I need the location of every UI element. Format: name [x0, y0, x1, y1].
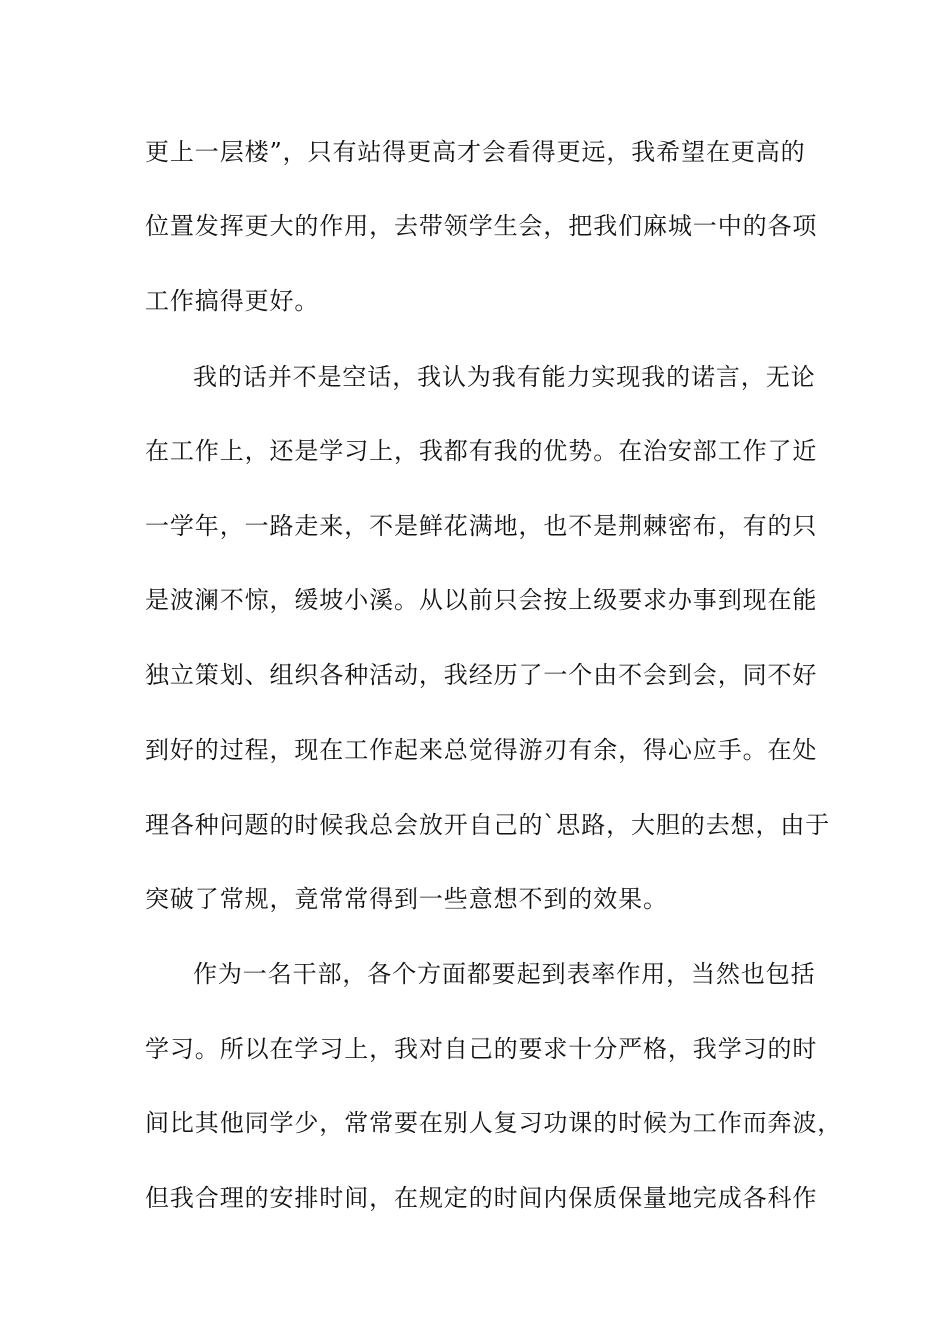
text-line: 工作搞得更好。: [145, 287, 320, 315]
text-line: 但我合理的安排时间，在规定的时间内保质保量地完成各科作: [145, 1184, 818, 1212]
text-line: 理各种问题的时候我总会放开自己的`思路，大胆的去想，由于: [145, 811, 831, 839]
text-line: 在工作上，还是学习上，我都有我的优势。在治安部工作了近: [145, 437, 818, 465]
text-line: 学习。所以在学习上，我对自己的要求十分严格，我学习的时: [145, 1035, 818, 1063]
text-line: 间比其他同学少，常常要在别人复习功课的时候为工作而奔波，: [145, 1109, 843, 1137]
paragraph-first-line: 我的话并不是空话，我认为我有能力实现我的诺言，无论: [193, 363, 816, 391]
text-line: 突破了常规，竟常常得到一些意想不到的效果。: [145, 885, 668, 913]
text-line: 一学年，一路走来，不是鲜花满地，也不是荆棘密布，有的只: [145, 512, 818, 540]
text-line: 位置发挥更大的作用，去带领学生会，把我们麻城一中的各项: [145, 212, 818, 240]
text-line: 是波澜不惊，缓坡小溪。从以前只会按上级要求办事到现在能: [145, 586, 818, 614]
text-line: 独立策划、组织各种活动，我经历了一个由不会到会，同不好: [145, 661, 818, 689]
paragraph-first-line: 作为一名干部，各个方面都要起到表率作用，当然也包括: [193, 960, 816, 988]
text-line: 到好的过程，现在工作起来总觉得游刃有余，得心应手。在处: [145, 736, 818, 764]
text-line: 更上一层楼”，只有站得更高才会看得更远，我希望在更高的: [145, 138, 806, 166]
